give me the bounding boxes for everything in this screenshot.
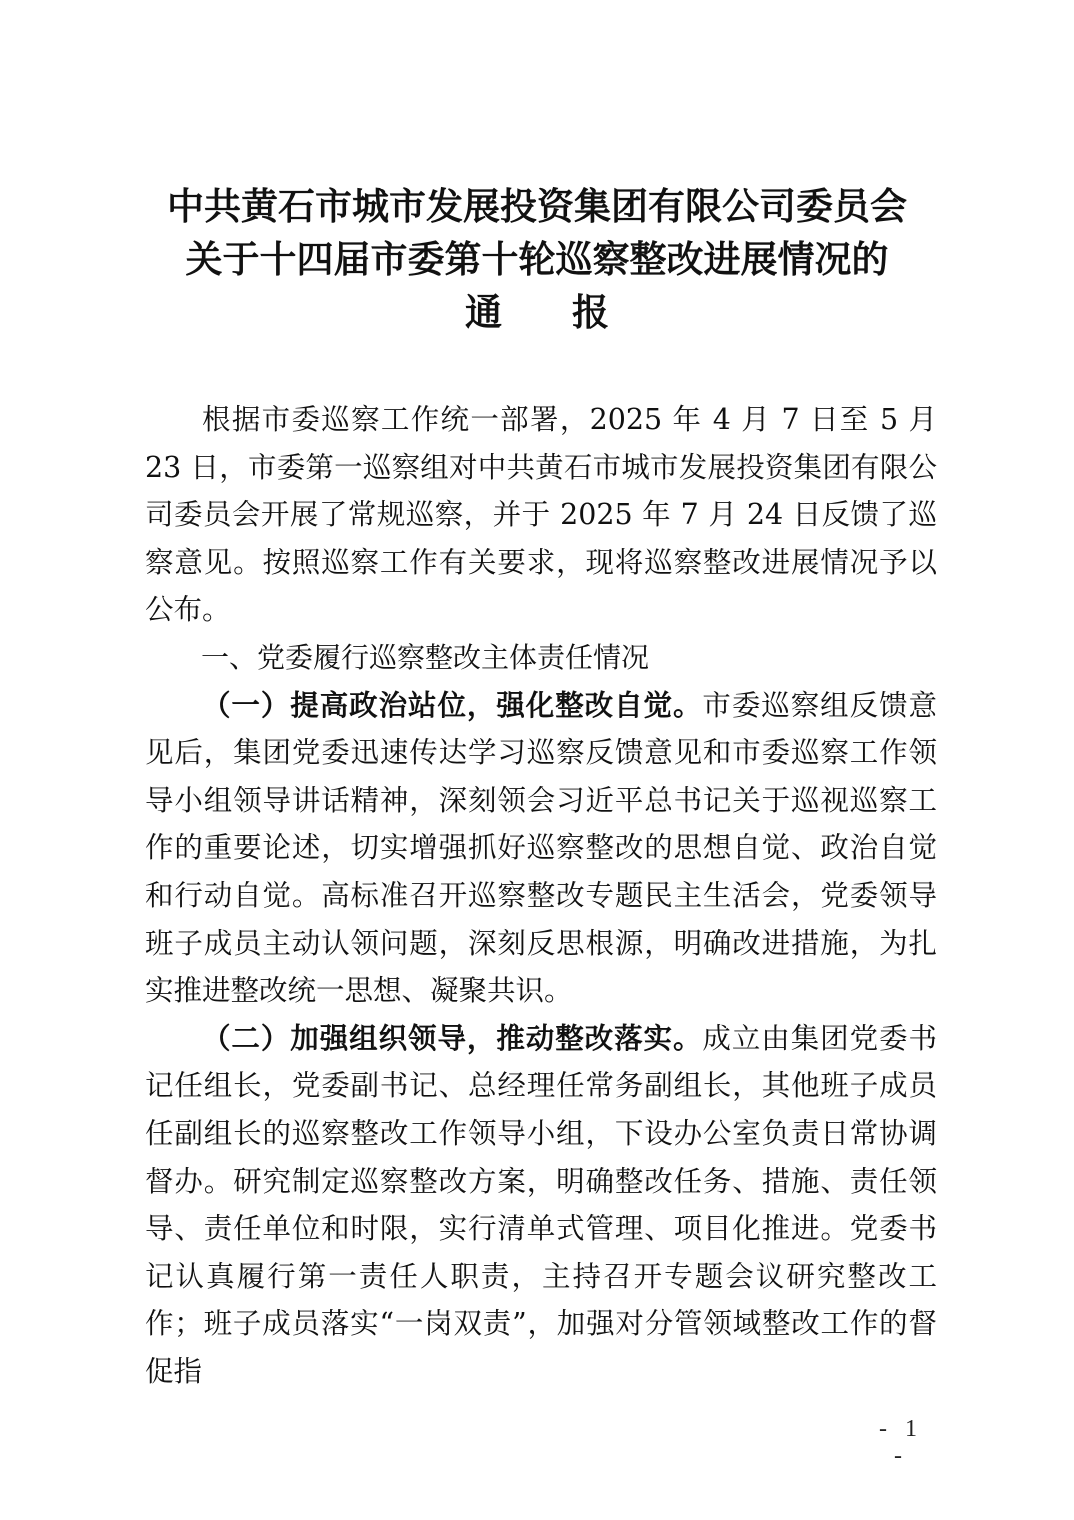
paragraph-sub1 [145, 682, 937, 1015]
paragraph-sub1-body: 市委巡察组反馈意见后，集团党委迅速传达学习巡察反馈意见和市委巡察工作领导小组领导讲话精神，深刻领会习近平总书记关于巡视巡察工作的重要论述，切实增强抓好巡察整改的思想自觉、政治自觉和行动自觉。高标准召开巡察整改专题民主生活会，党委领导班子成员主动认领问题，深刻反思根源，明确改进措施，为扎实推进整改统一思想、凝聚共识。 [145, 688, 937, 1008]
paragraph-sub2 [145, 1015, 937, 1396]
document-body [145, 396, 937, 1395]
paragraph-intro: 根据市委巡察工作统一部署，2025 年 4 月 7 日至 5 月 23 日，市委第一巡察组对中共黄石市城市发展投资集团有限公司委员会开展了常规巡察，并于 2025 年 7 月 24 日反馈了巡察意见。按照巡察工作有关要求，现将巡察整改进展情况予以公布。 [145, 403, 937, 627]
page-number: - 1 - [879, 1416, 923, 1469]
title-line-1: 中共黄石市城市发展投资集团有限公司委员会 [167, 184, 907, 228]
subheading-2: （二）加强组织领导，推动整改落实。 [202, 1020, 703, 1055]
subheading-1: （一）提高政治站位，强化整改自觉。 [202, 687, 703, 722]
document-title [0, 180, 1074, 339]
paragraph-sub2-body: 成立由集团党委书记任组长，党委副书记、总经理任常务副组长，其他班子成员任副组长的巡察整改工作领导小组，下设办公室负责日常协调督办。研究制定巡察整改方案，明确整改任务、措施、责任领导、责任单位和时限，实行清单式管理、项目化推进。党委书记认真履行第一责任人职责，主持召开专题会议研究整改工作；班子成员落实“一岗双责”，加强对分管领域整改工作的督促指 [145, 1021, 937, 1388]
section-heading-1: 一、党委履行巡察整改主体责任情况 [201, 640, 650, 674]
title-line-2: 关于十四届市委第十轮巡察整改进展情况的 [185, 237, 889, 281]
title-char-2: 报 [572, 290, 609, 334]
title-line-3 [0, 286, 1074, 339]
title-char-1: 通 [465, 290, 502, 334]
